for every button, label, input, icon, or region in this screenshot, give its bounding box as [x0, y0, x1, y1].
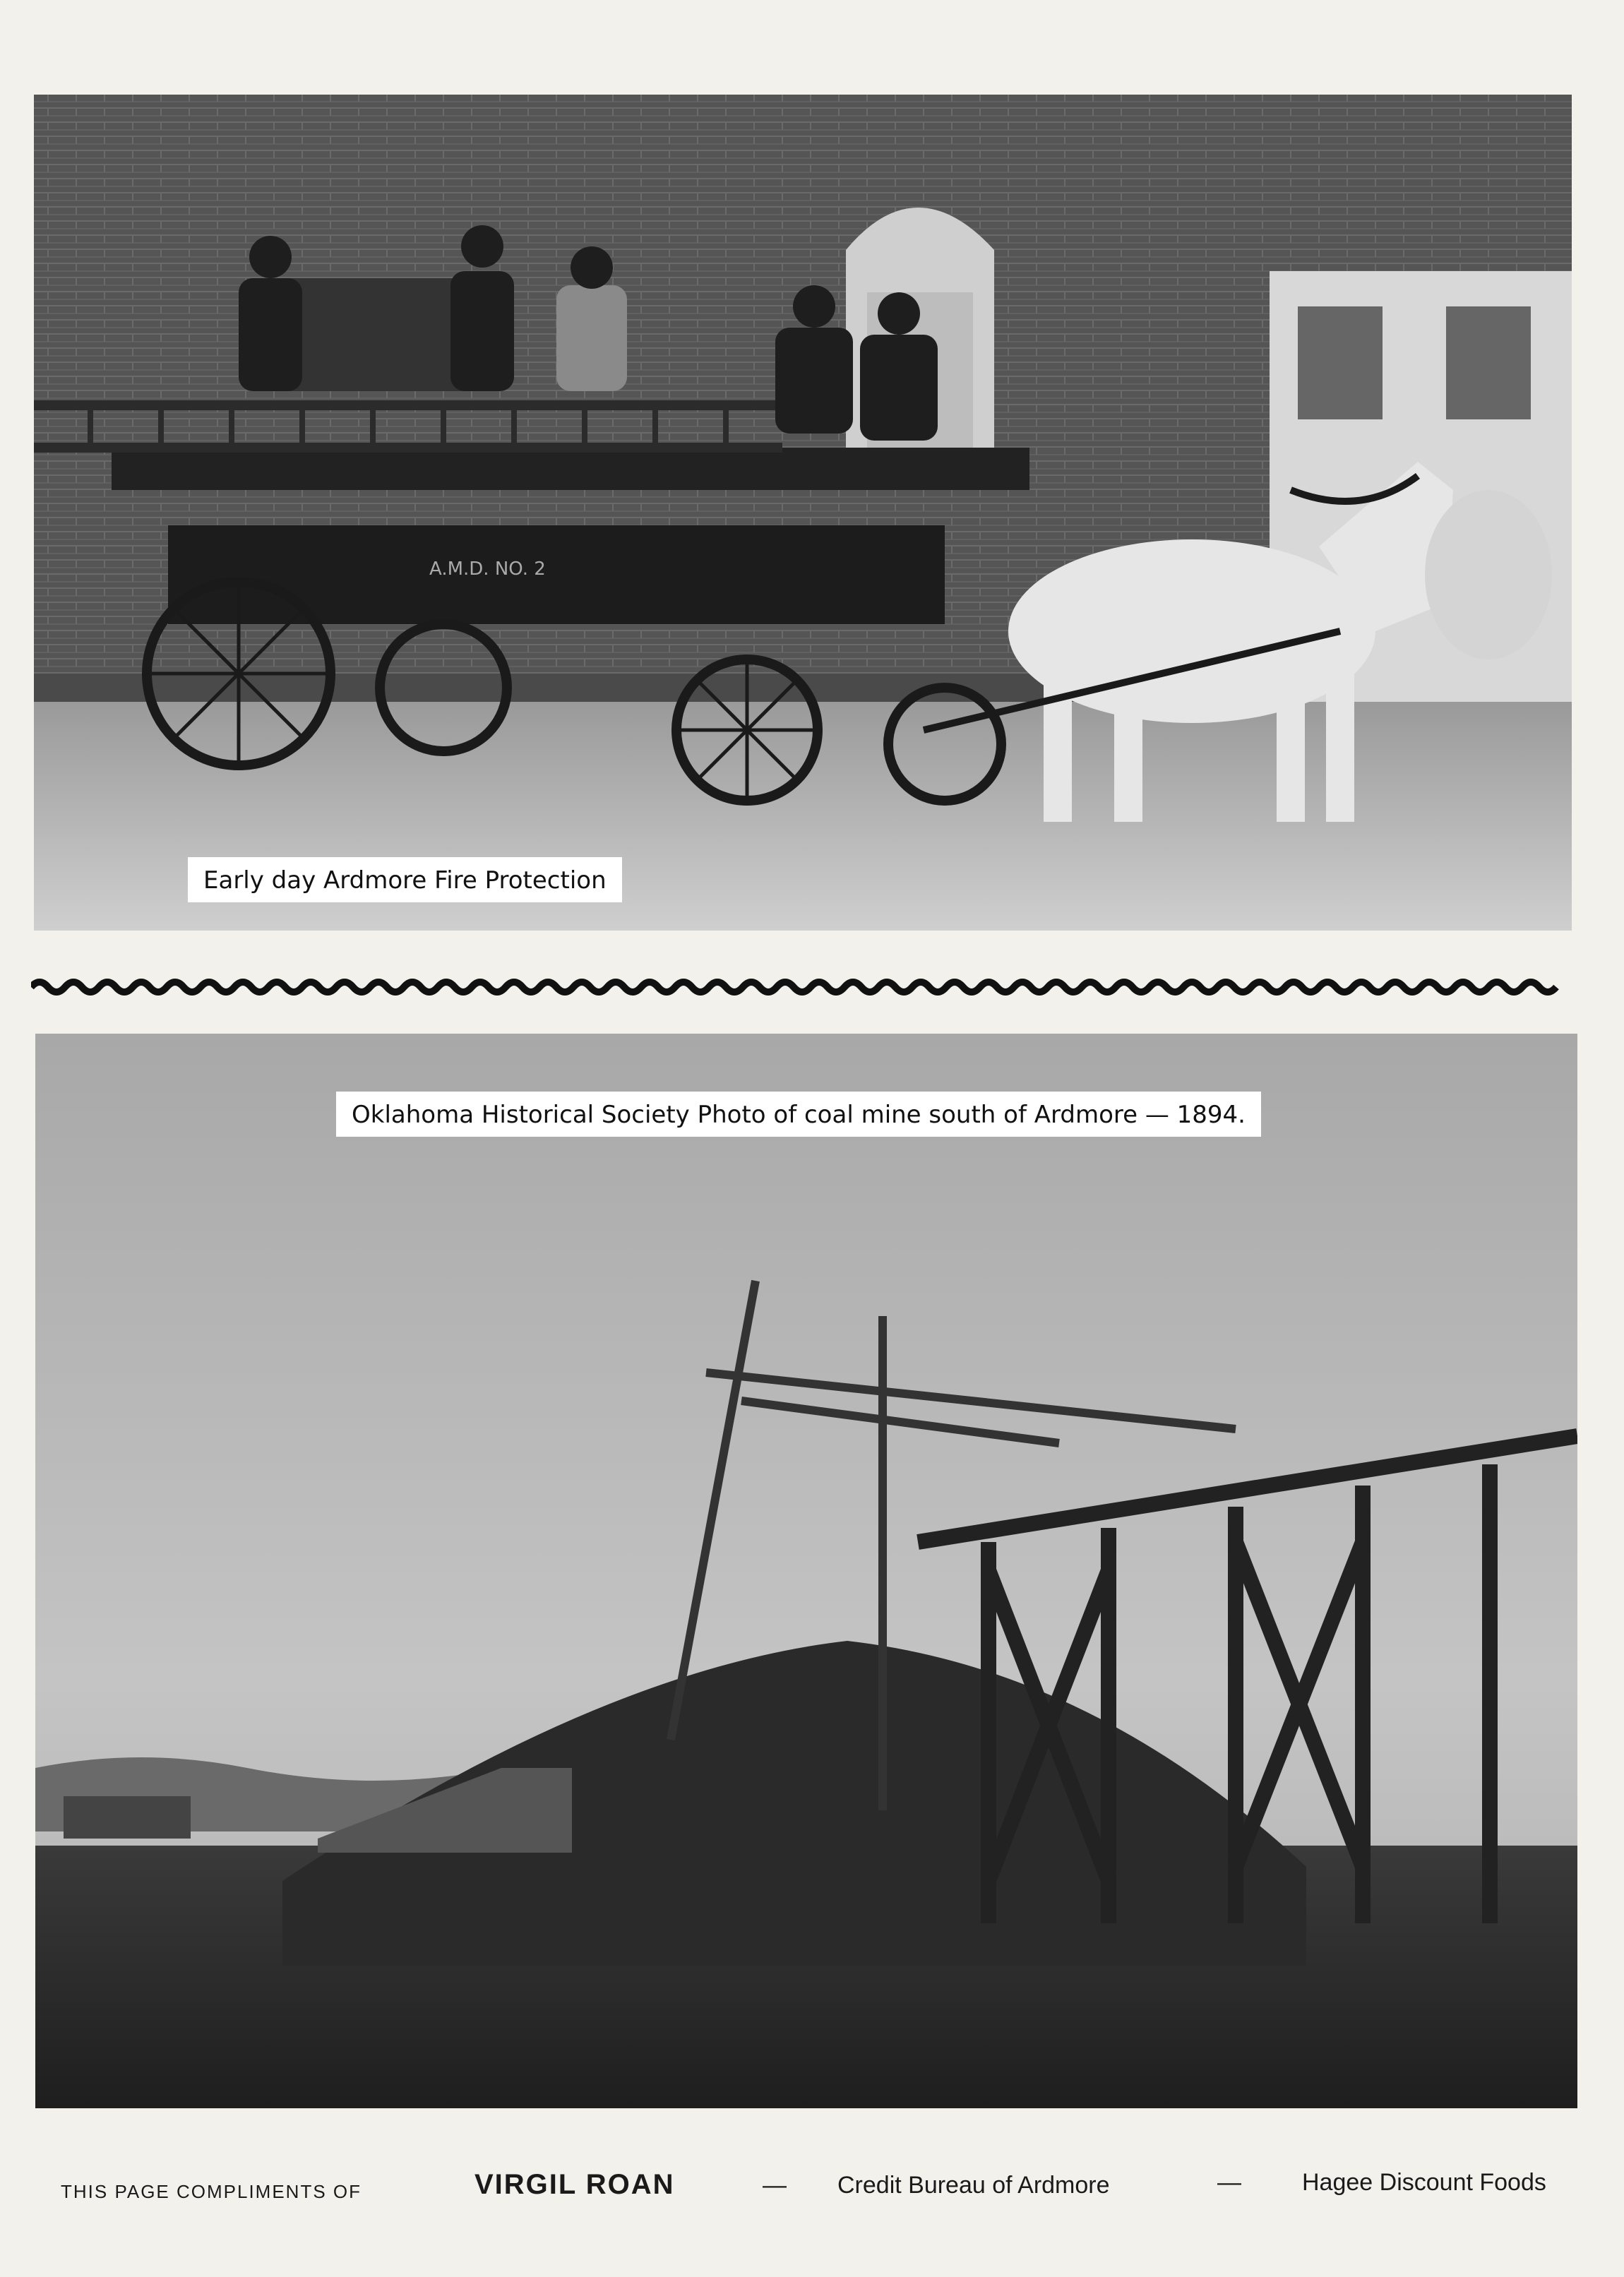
footer-separator: — — [1217, 2169, 1241, 2196]
fire-wagon-caption: Early day Ardmore Fire Protection — [188, 857, 622, 902]
coal-mine-photo — [35, 1034, 1577, 2108]
wavy-divider — [31, 973, 1575, 1001]
coal-mine-caption: Oklahoma Historical Society Photo of coal mine south of Ardmore — 1894. — [336, 1092, 1261, 1137]
footer-sponsor: VIRGIL ROAN — [474, 2169, 675, 2200]
footer-prefix: THIS PAGE COMPLIMENTS OF — [61, 2181, 362, 2202]
footer-separator: — — [763, 2172, 787, 2199]
fire-wagon-photo — [34, 95, 1572, 931]
footer-business-credit-bureau: Credit Bureau of Ardmore — [837, 2172, 1110, 2199]
wagon-lettering: A.M.D. NO. 2 — [429, 558, 546, 580]
footer-business-hagee: Hagee Discount Foods — [1302, 2169, 1546, 2196]
